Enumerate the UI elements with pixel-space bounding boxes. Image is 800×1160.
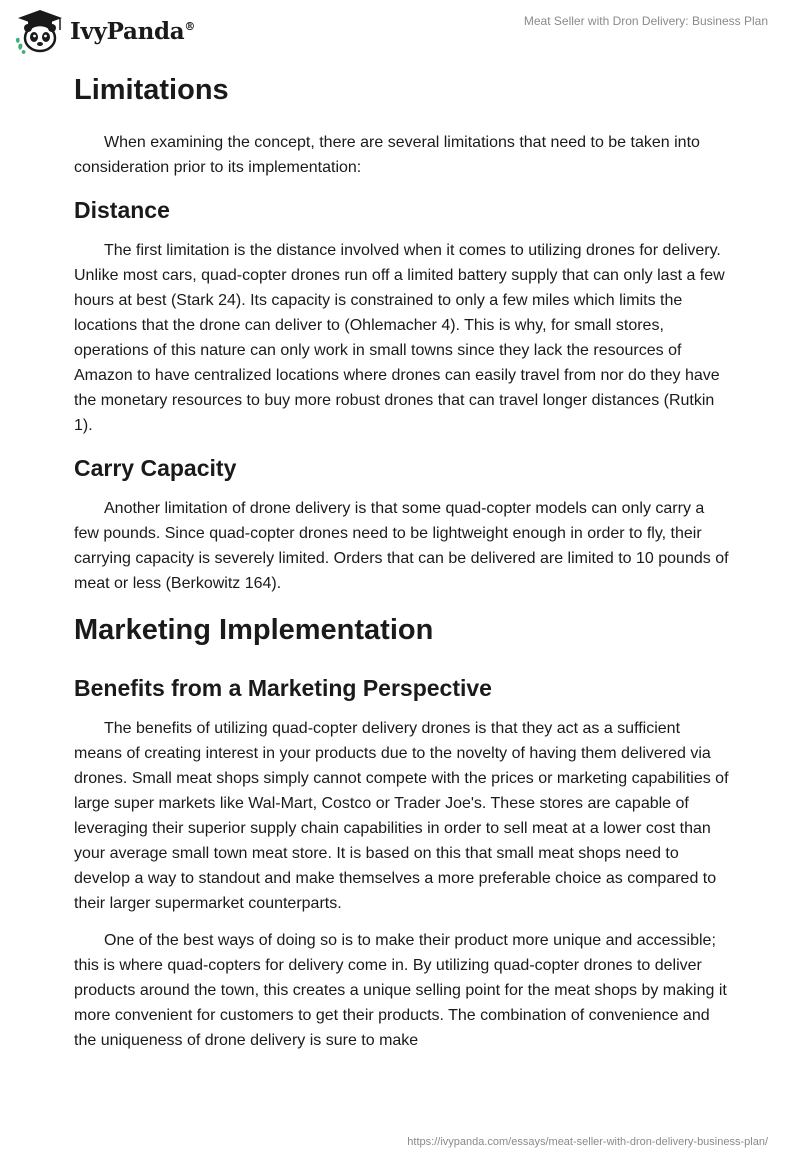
- panda-graduate-icon: [14, 8, 66, 54]
- document-title: Meat Seller with Dron Delivery: Business Plan: [523, 14, 768, 28]
- heading-benefits: Benefits from a Marketing Perspective: [74, 675, 492, 701]
- page-header: [0, 0, 800, 60]
- paragraph-distance: The first limitation is the distance involved when it comes to utilizing drones for delivery. Unlike most cars, quad-copter drones run off a limited battery supply that can only last a few hours at best (Stark 24). Its capacity is constrained to only a few miles which limits the locations that the drone can deliver to (Ohlemacher 4). This is why, for small stores, operations of this nature can only work in small towns since they lack the resources of Amazon to have centralized locations where drones can easily travel from nor do they have the monetary resources to buy more robust drones that can travel longer distances (Rutkin 1).: [74, 242, 725, 434]
- paragraph-benefits-2: One of the best ways of doing so is to make their product more unique and accessible; this is where quad-copters for delivery come in. By utilizing quad-copter drones to deliver products around the town, this creates a unique selling point for the meat shops by making it more convenient for customers to get their products. The combination of convenience and the uniqueness of drone delivery is sure to make: [74, 932, 727, 1049]
- paragraph-benefits-1: The benefits of utilizing quad-copter delivery drones is that they act as a sufficient means of creating interest in your products due to the novelty of having them delivered via drones. Small meat shops simply cannot compete with the prices or marketing capabilities of large super markets like Wal-Mart, Costco or Trader Joe's. These stores are capable of leveraging their superior supply chain capabilities in order to sell meat at a lower cost than your average small town meat store. It is based on this that small meat shops need to develop a way to standout and make themselves a more preferable choice as compared to their larger supermarket counterparts.: [74, 720, 729, 912]
- paragraph-carry-capacity: Another limitation of drone delivery is that some quad-copter models can only carry a few pounds. Since quad-copter drones need to be lightweight enough in order to fly, their carrying capacity is severely limited. Orders that can be delivered are limited to 10 pounds of meat or less (Berkowitz 164).: [74, 500, 729, 592]
- brand-name: IvyPanda®: [70, 17, 196, 45]
- heading-marketing-implementation: Marketing Implementation: [74, 614, 434, 646]
- source-url-link[interactable]: https://ivypanda.com/essays/meat-seller-with-dron-delivery-business-plan/: [407, 1136, 768, 1148]
- heading-distance: Distance: [74, 197, 170, 223]
- heading-carry-capacity: Carry Capacity: [74, 455, 237, 481]
- paragraph-limitations-intro: When examining the concept, there are several limitations that need to be taken into consideration prior to its implementation:: [74, 134, 700, 176]
- essay-content: [74, 68, 730, 1065]
- ivypanda-logo[interactable]: [14, 8, 195, 54]
- heading-limitations: Limitations: [74, 74, 229, 106]
